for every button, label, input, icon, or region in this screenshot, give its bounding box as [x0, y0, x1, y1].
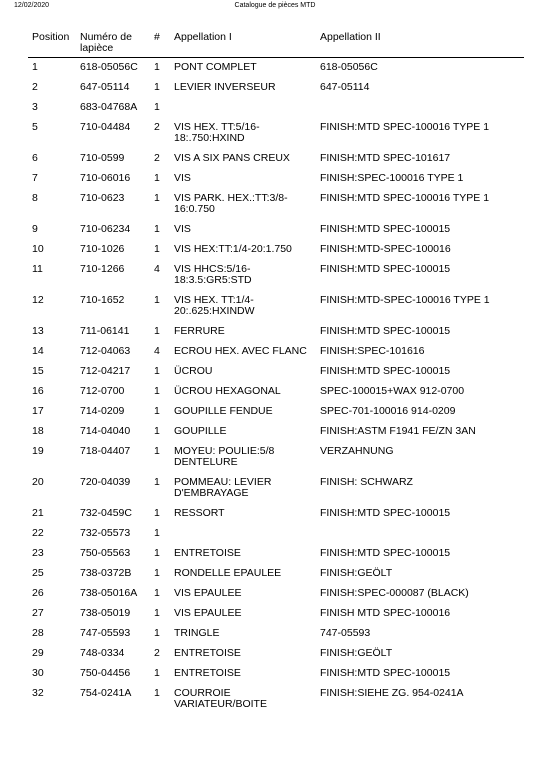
cell-quantity: 1 [154, 325, 160, 337]
cell-designation-1: GOUPILLE [174, 425, 227, 437]
cell-designation-1: COURROIE VARIATEUR/BOITE [174, 687, 267, 710]
cell-quantity: 1 [154, 527, 160, 539]
table-row [28, 240, 524, 260]
table-row [28, 342, 524, 362]
cell-designation-2 [316, 524, 524, 544]
cell-position: 23 [32, 547, 44, 559]
cell-part-number: 710-06016 [80, 172, 131, 184]
cell-designation-1: POMMEAU: LEVIER D'EMBRAYAGE [174, 476, 272, 499]
cell-quantity: 1 [154, 101, 160, 113]
cell-quantity: 1 [154, 172, 160, 184]
cell-position: 10 [32, 243, 44, 255]
cell-quantity: 1 [154, 476, 160, 488]
page-header [0, 2, 550, 14]
cell-designation-2: FINISH: SCHWARZ [320, 476, 413, 488]
print-date: 12/02/2020 [14, 2, 50, 9]
cell-part-number: 647-05114 [80, 81, 130, 93]
cell-quantity: 2 [154, 647, 160, 659]
cell-position: 14 [32, 345, 44, 357]
cell-designation-1: MOYEU: POULIE:5/8 DENTELURE [174, 445, 275, 468]
cell-designation-2: FINISH:SPEC-100016 TYPE 1 [320, 172, 464, 184]
cell-quantity: 4 [154, 345, 160, 357]
cell-part-number: 710-06234 [80, 223, 131, 235]
cell-part-number: 732-05573 [80, 527, 131, 539]
cell-designation-2: FINISH:MTD SPEC-100016 TYPE 1 [320, 121, 490, 133]
cell-designation-1: VIS EPAULEE [174, 607, 242, 619]
table-header [28, 30, 524, 58]
cell-quantity: 1 [154, 61, 160, 73]
cell-position: 7 [32, 172, 38, 184]
cell-quantity: 1 [154, 243, 160, 255]
cell-part-number: 732-0459C [80, 507, 132, 519]
cell-quantity: 1 [154, 425, 160, 437]
table-row [28, 584, 524, 604]
cell-designation-1: ECROU HEX. AVEC FLANC [174, 345, 307, 357]
cell-designation-2: FINISH:MTD SPEC-100015 [320, 547, 451, 559]
table-row [28, 544, 524, 564]
col-header-part-number: Numéro de lapièce [80, 31, 132, 54]
table-body [28, 58, 524, 716]
cell-position: 32 [32, 687, 44, 699]
cell-position: 27 [32, 607, 44, 619]
cell-designation-1: VIS HHCS:5/16-18:3.5:GR5:STD [174, 263, 252, 286]
cell-quantity: 1 [154, 405, 160, 417]
cell-part-number: 712-04063 [80, 345, 131, 357]
cell-part-number: 683-04768A [80, 101, 138, 113]
cell-designation-2: FINISH:ASTM F1941 FE/ZN 3AN [320, 425, 476, 437]
table-row [28, 78, 524, 98]
cell-quantity: 1 [154, 445, 160, 457]
cell-designation-2: FINISH:MTD-SPEC-100016 [320, 243, 451, 255]
table-row [28, 58, 524, 79]
cell-part-number: 710-1026 [80, 243, 125, 255]
cell-position: 20 [32, 476, 44, 488]
table-row [28, 260, 524, 291]
cell-designation-2: 747-05593 [320, 627, 371, 639]
cell-designation-1: ENTRETOISE [174, 547, 241, 559]
cell-quantity: 1 [154, 607, 160, 619]
cell-designation-2: 618-05056C [320, 61, 378, 73]
document-title: Catalogue de pièces MTD [234, 2, 316, 9]
cell-position: 12 [32, 294, 44, 306]
col-header-designation-2: Appellation II [320, 31, 381, 43]
cell-part-number: 738-05019 [80, 607, 131, 619]
cell-designation-2: 647-05114 [320, 81, 370, 93]
cell-designation-2: FINISH:MTD SPEC-100015 [320, 223, 451, 235]
cell-position: 30 [32, 667, 44, 679]
col-header-position: Position [32, 31, 70, 43]
cell-designation-1 [170, 98, 316, 118]
cell-designation-1: LEVIER INVERSEUR [174, 81, 276, 93]
cell-designation-2: FINISH:MTD SPEC-101617 [320, 152, 451, 164]
cell-designation-1: VIS HEX. TT:1/4-20:.625:HXINDW [174, 294, 255, 317]
cell-part-number: 712-04217 [80, 365, 131, 377]
cell-designation-1: ENTRETOISE [174, 647, 241, 659]
cell-quantity: 1 [154, 547, 160, 559]
table-row [28, 442, 524, 473]
cell-quantity: 1 [154, 385, 160, 397]
cell-designation-1: RONDELLE EPAULEE [174, 567, 282, 579]
cell-quantity: 2 [154, 152, 160, 164]
cell-designation-2: FINISH:GEÖLT [320, 567, 393, 579]
cell-part-number: 750-05563 [80, 547, 131, 559]
cell-position: 2 [32, 81, 38, 93]
cell-quantity: 1 [154, 223, 160, 235]
table-row [28, 664, 524, 684]
cell-designation-1: PONT COMPLET [174, 61, 257, 73]
cell-designation-2: FINISH:GEÖLT [320, 647, 393, 659]
cell-position: 28 [32, 627, 44, 639]
cell-designation-1: VIS PARK. HEX.:TT:3/8-16:0.750 [174, 192, 288, 215]
cell-quantity: 1 [154, 587, 160, 599]
table-row [28, 118, 524, 149]
table-row [28, 504, 524, 524]
cell-part-number: 710-0623 [80, 192, 125, 204]
cell-designation-2: FINISH:MTD-SPEC-100016 TYPE 1 [320, 294, 490, 306]
cell-designation-1: VIS [174, 223, 191, 235]
cell-position: 29 [32, 647, 44, 659]
cell-position: 13 [32, 325, 44, 337]
cell-position: 17 [32, 405, 44, 417]
cell-position: 15 [32, 365, 44, 377]
cell-position: 21 [32, 507, 44, 519]
cell-quantity: 1 [154, 667, 160, 679]
cell-part-number: 720-04039 [80, 476, 131, 488]
col-header-designation-1: Appellation I [174, 31, 232, 43]
cell-designation-2: FINISH:MTD SPEC-100016 TYPE 1 [320, 192, 490, 204]
table-row [28, 189, 524, 220]
cell-quantity: 1 [154, 192, 160, 204]
cell-quantity: 1 [154, 81, 160, 93]
cell-designation-2 [316, 98, 524, 118]
cell-designation-1: ÜCROU [174, 365, 213, 377]
cell-part-number: 714-0209 [80, 405, 125, 417]
table-row [28, 220, 524, 240]
table-row [28, 564, 524, 584]
cell-position: 3 [32, 101, 38, 113]
table-row [28, 98, 524, 118]
table-row [28, 382, 524, 402]
cell-designation-2: FINISH:SPEC-000087 (BLACK) [320, 587, 469, 599]
cell-part-number: 711-06141 [80, 325, 130, 337]
cell-designation-1: TRINGLE [174, 627, 220, 639]
cell-designation-2: FINISH:MTD SPEC-100015 [320, 325, 451, 337]
table-row [28, 644, 524, 664]
cell-designation-1 [170, 524, 316, 544]
cell-position: 6 [32, 152, 38, 164]
cell-designation-2: FINISH:MTD SPEC-100015 [320, 667, 451, 679]
cell-part-number: 710-1652 [80, 294, 125, 306]
table-row [28, 149, 524, 169]
cell-position: 19 [32, 445, 44, 457]
table-row [28, 422, 524, 442]
table-row [28, 604, 524, 624]
table-row [28, 402, 524, 422]
cell-part-number: 714-04040 [80, 425, 131, 437]
cell-designation-2: SPEC-701-100016 914-0209 [320, 405, 456, 417]
cell-position: 26 [32, 587, 44, 599]
header-row [28, 30, 524, 58]
parts-table [28, 30, 524, 715]
cell-designation-1: VIS [174, 172, 191, 184]
cell-designation-1: VIS HEX. TT:5/16-18:.750:HXIND [174, 121, 260, 144]
cell-designation-1: VIS HEX:TT:1/4-20:1.750 [174, 243, 292, 255]
table-row [28, 684, 524, 715]
cell-quantity: 1 [154, 687, 160, 699]
cell-designation-2: FINISH:MTD SPEC-100015 [320, 365, 451, 377]
cell-designation-2: FINISH:SIEHE ZG. 954-0241A [320, 687, 464, 699]
cell-position: 5 [32, 121, 38, 133]
cell-designation-1: ÜCROU HEXAGONAL [174, 385, 281, 397]
cell-designation-1: VIS A SIX PANS CREUX [174, 152, 290, 164]
cell-quantity: 1 [154, 567, 160, 579]
cell-designation-1: ENTRETOISE [174, 667, 241, 679]
cell-part-number: 712-0700 [80, 385, 125, 397]
cell-part-number: 718-04407 [80, 445, 131, 457]
cell-part-number: 738-0372B [80, 567, 132, 579]
cell-position: 1 [32, 61, 38, 73]
cell-designation-1: VIS EPAULEE [174, 587, 242, 599]
cell-position: 8 [32, 192, 38, 204]
cell-designation-1: GOUPILLE FENDUE [174, 405, 273, 417]
cell-position: 22 [32, 527, 44, 539]
cell-designation-1: RESSORT [174, 507, 225, 519]
cell-designation-2: VERZAHNUNG [320, 445, 394, 457]
cell-part-number: 710-1266 [80, 263, 125, 275]
cell-part-number: 710-0599 [80, 152, 125, 164]
table-row [28, 524, 524, 544]
table-row [28, 624, 524, 644]
cell-designation-2: FINISH MTD SPEC-100016 [320, 607, 451, 619]
table-row [28, 291, 524, 322]
col-header-quantity: # [154, 31, 160, 43]
cell-part-number: 748-0334 [80, 647, 125, 659]
cell-quantity: 1 [154, 627, 160, 639]
cell-part-number: 750-04456 [80, 667, 131, 679]
cell-part-number: 618-05056C [80, 61, 138, 73]
cell-quantity: 2 [154, 121, 160, 133]
cell-position: 18 [32, 425, 44, 437]
cell-part-number: 754-0241A [80, 687, 132, 699]
cell-designation-2: FINISH:SPEC-101616 [320, 345, 425, 357]
table-row [28, 473, 524, 504]
cell-part-number: 710-04484 [80, 121, 131, 133]
cell-part-number: 747-05593 [80, 627, 131, 639]
table-row [28, 362, 524, 382]
cell-designation-2: FINISH:MTD SPEC-100015 [320, 263, 451, 275]
cell-designation-2: FINISH:MTD SPEC-100015 [320, 507, 451, 519]
cell-quantity: 1 [154, 294, 160, 306]
cell-designation-1: FERRURE [174, 325, 225, 337]
cell-quantity: 1 [154, 365, 160, 377]
cell-quantity: 1 [154, 507, 160, 519]
cell-position: 9 [32, 223, 38, 235]
table-row [28, 169, 524, 189]
table-row [28, 322, 524, 342]
cell-position: 25 [32, 567, 44, 579]
cell-position: 16 [32, 385, 44, 397]
cell-part-number: 738-05016A [80, 587, 138, 599]
cell-position: 11 [32, 263, 43, 275]
cell-quantity: 4 [154, 263, 160, 275]
cell-designation-2: SPEC-100015+WAX 912-0700 [320, 385, 465, 397]
